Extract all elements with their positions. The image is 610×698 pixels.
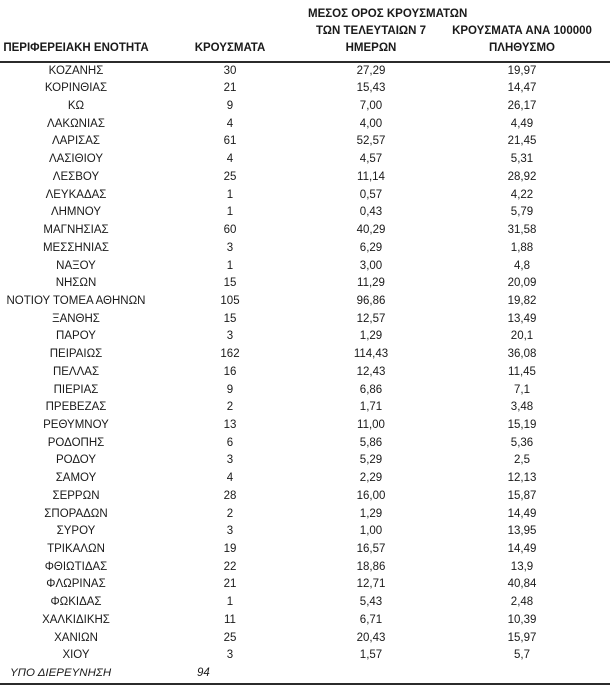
per100k-cell: 3,48: [510, 401, 534, 414]
cases-cell: 11: [224, 613, 236, 626]
avg7-cell: 5,86: [359, 436, 383, 449]
avg7-cell: 1,57: [359, 649, 383, 662]
avg7-cell: 12,43: [356, 365, 386, 378]
table-row: [0, 559, 610, 577]
avg7-cell: 52,57: [356, 135, 386, 148]
table-row: [0, 488, 610, 506]
avg7-cell: 18,86: [356, 560, 386, 573]
per100k-cell: 20,09: [507, 277, 537, 290]
avg7-cell: 4,00: [359, 117, 383, 130]
avg7-cell: 5,29: [359, 454, 383, 467]
region-cell: ΣΥΡΟΥ: [56, 525, 96, 538]
cases-cell: 105: [220, 294, 240, 307]
table-row: [0, 346, 610, 364]
avg7-cell: 20,43: [356, 631, 386, 644]
avg7-cell: 27,29: [356, 64, 386, 77]
cases-cell: 25: [223, 170, 237, 183]
cases-cell: 1: [226, 596, 234, 609]
per100k-cell: 40,84: [507, 578, 537, 591]
avg7-cell: 12,71: [356, 578, 386, 591]
table-row: [0, 204, 610, 222]
avg7-cell: 0,43: [359, 206, 383, 219]
per100k-cell: 26,17: [507, 100, 537, 113]
cases-cell: 1: [226, 206, 234, 219]
cases-cell: 28: [223, 489, 237, 502]
cases-cell: 13: [223, 418, 237, 431]
table-row: [0, 506, 610, 524]
cases-cell: 19: [223, 543, 237, 556]
region-cell: ΠΑΡΟΥ: [56, 330, 96, 343]
avg7-cell: 2,29: [359, 472, 383, 485]
cases-cell: 61: [223, 135, 237, 148]
cases-cell: 3: [226, 525, 234, 538]
per100k-cell: 13,49: [507, 312, 537, 325]
region-cell: ΡΕΘΥΜΝΟΥ: [43, 418, 109, 431]
cases-cell: 4: [226, 117, 234, 130]
table-row: [0, 116, 610, 134]
region-cell: ΜΑΓΝΗΣΙΑΣ: [43, 224, 109, 237]
per100k-cell: 7,1: [514, 383, 530, 396]
cases-cell: 6: [226, 436, 234, 449]
table-row: [0, 382, 610, 400]
region-cell: ΠΙΕΡΙΑΣ: [53, 383, 99, 396]
col-header-regional-unit-label: ΠΕΡΙΦΕΡΕΙΑΚΗ ΕΝΟΤΗΤΑ: [3, 42, 149, 55]
cases-cell: 21: [223, 578, 237, 591]
region-cell: ΞΑΝΘΗΣ: [52, 312, 100, 325]
per100k-cell: 11,45: [508, 365, 536, 378]
avg7-cell: 6,71: [359, 613, 383, 626]
per100k-cell: 13,9: [510, 560, 534, 573]
avg7-cell: 3,00: [359, 259, 383, 272]
avg7-cell: 96,86: [356, 294, 386, 307]
col-header-7day-average-line3: ΗΜΕΡΩΝ: [345, 42, 397, 55]
per100k-cell: 12,13: [507, 472, 537, 485]
region-cell: ΥΠΟ ΔΙΕΡΕΥΝΗΣΗ: [10, 667, 112, 680]
cases-cell: 16: [223, 365, 237, 378]
cases-cell: 162: [220, 348, 240, 361]
per100k-cell: 15,97: [507, 631, 537, 644]
table-row: [0, 328, 610, 346]
cases-cell: 25: [223, 631, 237, 644]
col-header-regional-unit: [0, 6, 152, 62]
col-header-7day-average: [308, 6, 468, 62]
avg7-cell: 1,71: [359, 401, 383, 414]
avg7-cell: 11,29: [357, 277, 385, 290]
region-cell: ΡΟΔΟΥ: [55, 454, 97, 467]
cases-cell: 3: [226, 454, 234, 467]
per100k-cell: 5,31: [510, 153, 534, 166]
cases-cell: 3: [226, 330, 234, 343]
per100k-cell: 5,7: [514, 649, 530, 662]
table-row: [0, 541, 610, 559]
avg7-cell: [308, 665, 434, 684]
cases-cell: 2: [226, 507, 234, 520]
per100k-cell: 14,49: [507, 543, 537, 556]
region-cell: ΛΕΣΒΟΥ: [52, 170, 100, 183]
region-cell: ΠΕΛΛΑΣ: [52, 365, 100, 378]
region-cell: ΝΟΤΙΟΥ ΤΟΜΕΑ ΑΘΗΝΩΝ: [6, 294, 146, 307]
avg7-cell: 1,29: [359, 507, 383, 520]
region-cell: ΣΕΡΡΩΝ: [52, 489, 100, 502]
per100k-cell: [434, 665, 610, 684]
table-row: [0, 452, 610, 470]
avg7-cell: 11,00: [357, 418, 385, 431]
cases-cell: 2: [226, 401, 234, 414]
col-header-7day-average-line2: ΤΩΝ ΤΕΛΕΥΤΑΙΩΝ 7: [315, 25, 427, 38]
per100k-cell: 19,97: [507, 64, 537, 77]
table-row: [0, 98, 610, 116]
avg7-cell: 40,29: [356, 224, 386, 237]
table-row: [0, 594, 610, 612]
cases-cell: 21: [223, 82, 237, 95]
col-header-cases-per-100k-line1: ΚΡΟΥΣΜΑΤΑ ΑΝΑ 100000: [452, 25, 592, 38]
avg7-cell: 12,57: [356, 312, 386, 325]
per100k-cell: 19,82: [507, 294, 537, 307]
table-row: [0, 417, 610, 435]
avg7-cell: 15,43: [356, 82, 386, 95]
avg7-cell: 0,57: [359, 188, 383, 201]
cases-cell: 9: [226, 100, 234, 113]
avg7-cell: 16,00: [356, 489, 386, 502]
cases-cell: 15: [223, 312, 237, 325]
table-row: [0, 187, 610, 205]
table-row: [0, 523, 610, 541]
avg7-cell: 6,86: [359, 383, 383, 396]
cases-cell: 3: [226, 649, 234, 662]
table-row: [0, 399, 610, 417]
region-cell: ΚΟΡΙΝΘΙΑΣ: [44, 82, 108, 95]
region-cell: ΦΩΚΙΔΑΣ: [50, 596, 102, 609]
per100k-cell: 14,47: [507, 82, 537, 95]
region-cell: ΛΕΥΚΑΔΑΣ: [45, 188, 107, 201]
cases-cell: 94: [197, 667, 210, 680]
table-row: [0, 470, 610, 488]
region-cell: ΚΟΖΑΝΗΣ: [48, 64, 104, 77]
region-cell: ΣΠΟΡΑΔΩΝ: [44, 507, 108, 520]
cases-cell: 1: [226, 188, 234, 201]
avg7-cell: 1,29: [359, 330, 383, 343]
region-cell: ΤΡΙΚΑΛΩΝ: [47, 543, 105, 556]
table-row: [0, 311, 610, 329]
cases-cell: 15: [223, 277, 237, 290]
region-cell: ΛΑΣΙΘΙΟΥ: [48, 153, 104, 166]
region-cell: ΚΩ: [67, 100, 85, 113]
table-row: [0, 576, 610, 594]
cases-cell: 22: [223, 560, 237, 573]
per100k-cell: 13,95: [507, 525, 537, 538]
cases-cell: 4: [226, 153, 234, 166]
region-cell: ΦΘΙΩΤΙΔΑΣ: [44, 560, 108, 573]
per100k-cell: 14,49: [507, 507, 537, 520]
cases-cell: 3: [226, 241, 234, 254]
per100k-cell: 1,88: [510, 241, 534, 254]
table-row: [0, 151, 610, 169]
region-cell: ΝΑΞΟΥ: [56, 259, 96, 272]
region-cell: ΠΡΕΒΕΖΑΣ: [45, 401, 107, 414]
cases-cell: 4: [226, 472, 234, 485]
per100k-cell: 2,5: [514, 454, 530, 467]
table-row: [0, 275, 610, 293]
table-row: [0, 435, 610, 453]
region-cell: ΡΟΔΟΠΗΣ: [47, 436, 105, 449]
table-row: [0, 630, 610, 648]
table-row: [0, 133, 610, 151]
table-row: [0, 364, 610, 382]
avg7-cell: 11,14: [357, 170, 385, 183]
table-row: [0, 169, 610, 187]
cases-cell: 9: [226, 383, 234, 396]
col-header-cases-label: ΚΡΟΥΣΜΑΤΑ: [194, 42, 266, 55]
per100k-cell: 21,45: [507, 135, 537, 148]
per100k-cell: 28,92: [507, 170, 537, 183]
avg7-cell: 7,00: [359, 100, 383, 113]
avg7-cell: 16,57: [356, 543, 386, 556]
region-cell: ΣΑΜΟΥ: [55, 472, 97, 485]
table-row: [0, 80, 610, 98]
table-row: [0, 258, 610, 276]
table-row: [0, 647, 610, 665]
region-cell: ΛΑΡΙΣΑΣ: [51, 135, 101, 148]
per100k-cell: 31,58: [507, 224, 537, 237]
cases-cell: 60: [223, 224, 237, 237]
region-cell: ΜΕΣΣΗΝΙΑΣ: [42, 241, 110, 254]
per100k-cell: 4,49: [510, 117, 534, 130]
cases-cell: 1: [226, 259, 234, 272]
per100k-cell: 20,1: [510, 330, 534, 343]
per100k-cell: 2,48: [510, 596, 534, 609]
per100k-cell: 4,8: [514, 259, 530, 272]
region-cell: ΦΛΩΡΙΝΑΣ: [46, 578, 106, 591]
col-header-cases-per-100k-line2: ΠΛΗΘΥΣΜΟ: [488, 42, 555, 55]
per100k-cell: 15,87: [507, 489, 537, 502]
table-body: [0, 62, 610, 684]
region-cell: ΝΗΣΩΝ: [55, 277, 97, 290]
region-cell: ΠΕΙΡΑΙΩΣ: [49, 348, 103, 361]
col-header-cases: [152, 6, 308, 62]
avg7-cell: 6,29: [359, 241, 383, 254]
table-row: [0, 222, 610, 240]
per100k-cell: 36,08: [507, 348, 537, 361]
table-row: [0, 612, 610, 630]
region-cell: ΧΙΟΥ: [62, 649, 90, 662]
per100k-cell: 5,36: [510, 436, 534, 449]
per100k-cell: 4,22: [510, 188, 534, 201]
per100k-cell: 10,39: [507, 613, 537, 626]
table-row: [0, 240, 610, 258]
table-header-row: [0, 6, 610, 62]
avg7-cell: 5,43: [359, 596, 383, 609]
regional-cases-table: [0, 6, 610, 685]
avg7-cell: 1,00: [359, 525, 383, 538]
region-cell: ΛΗΜΝΟΥ: [50, 206, 102, 219]
col-header-7day-average-line1: ΜΕΣΟΣ ΟΡΟΣ ΚΡΟΥΣΜΑΤΩΝ: [308, 8, 468, 20]
table-row: [0, 62, 610, 81]
table-row: [0, 293, 610, 311]
under-investigation-row: [0, 665, 610, 684]
cases-cell: 30: [223, 64, 237, 77]
per100k-cell: 5,79: [510, 206, 534, 219]
avg7-cell: 114,43: [353, 348, 389, 361]
per100k-cell: 15,19: [507, 418, 537, 431]
region-cell: ΛΑΚΩΝΙΑΣ: [47, 117, 105, 130]
avg7-cell: 4,57: [359, 153, 383, 166]
region-cell: ΧΑΛΚΙΔΙΚΗΣ: [42, 613, 110, 626]
region-cell: ΧΑΝΙΩΝ: [54, 631, 98, 644]
